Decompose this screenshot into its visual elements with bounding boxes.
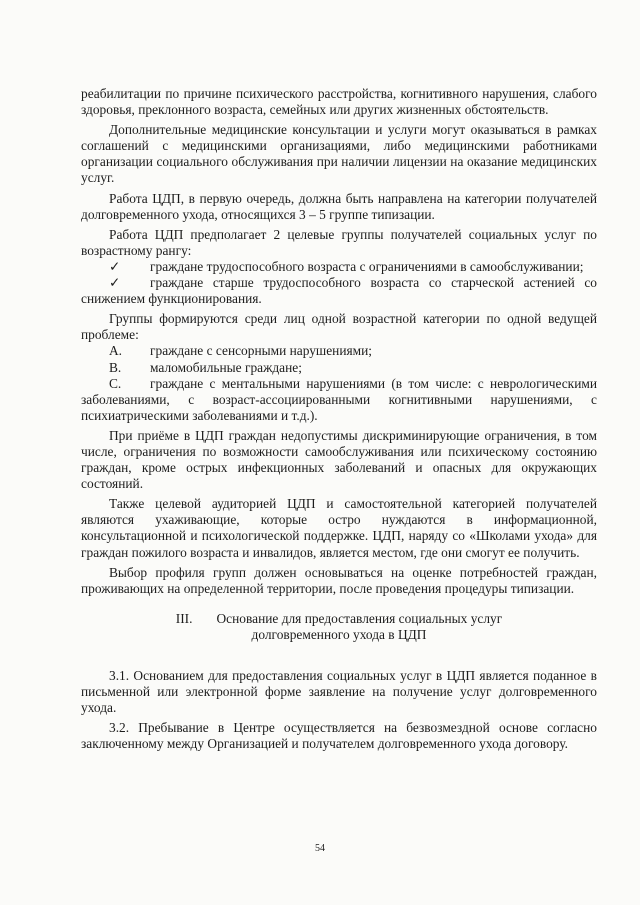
- paragraph-3-1: 3.1. Основанием для предоставления социальных услуг в ЦДП является поданное в письменной или электронной форме заявление на получение услуг долговременного ухода.: [81, 668, 597, 716]
- check-item-text: граждане трудоспособного возраста с ограничениями в самообслуживании;: [150, 258, 584, 274]
- paragraph-profile-choice: Выбор профиля групп должен основываться на оценке потребностей граждан, проживающих на определенной территории, после проведения процедуры типизации.: [81, 564, 597, 596]
- group-item-text: граждане с ментальными нарушениями (в том числе: с неврологическими заболеваниями, с возраст-ассоциированными когнитивными нарушениями, с психиатрическими заболеваниями и т.д.).: [81, 375, 597, 423]
- checkmark-icon: ✓: [109, 275, 121, 291]
- section-heading: [81, 611, 597, 643]
- group-item: [81, 343, 597, 359]
- paragraph-target-groups: Работа ЦДП предполагает 2 целевые группы получателей социальных услуг по возрастному рангу:: [81, 226, 597, 258]
- check-item-text: граждане старше трудоспособного возраста со старческой астенией со снижением функционирования.: [81, 275, 597, 307]
- paragraph-medical-consultations: Дополнительные медицинские консультации и услуги могут оказываться в рамках соглашений с медицинскими организациями, либо медицинскими работниками организации социального обслуживания при наличии лицензии на оказание медицинских услуг.: [81, 122, 597, 186]
- group-item: [81, 376, 597, 424]
- body-text: [81, 86, 597, 752]
- paragraph-admission-rules: При приёме в ЦДП граждан недопустимы дискриминирующие ограничения, в том числе, ограничения по возможности самообслуживания или психическому состоянию граждан, кроме острых инфекционных заболеваний и опасных для окружающих состояний.: [81, 427, 597, 492]
- paragraph-group-formation: Группы формируются среди лиц одной возрастной категории по одной ведущей проблеме:: [81, 311, 597, 343]
- paragraph-3-2: 3.2. Пребывание в Центре осуществляется на безвозмездной основе согласно заключенному между Организацией и получателем долговременного ухода договору.: [81, 720, 597, 752]
- section-title-line1: Основание для предоставления социальных услуг: [216, 610, 503, 626]
- group-item-text: граждане с сенсорными нарушениями;: [150, 343, 373, 359]
- section-title-line2: долговременного ухода в ЦДП: [251, 626, 427, 642]
- group-marker: С.: [109, 375, 122, 391]
- paragraph-work-priority: Работа ЦДП, в первую очередь, должна быть направлена на категории получателей долговременного ухода, относящихся 3 – 5 группе типизации.: [81, 190, 597, 222]
- group-marker: А.: [109, 343, 123, 359]
- group-item: [81, 360, 597, 376]
- group-marker: В.: [109, 359, 122, 375]
- check-item: [81, 275, 597, 307]
- group-item-text: маломобильные граждане;: [150, 359, 302, 375]
- page-number: 54: [315, 843, 325, 854]
- paragraph-continuation: реабилитации по причине психического расстройства, когнитивного нарушения, слабого здоровья, преклонного возраста, семейных или других жизненных обстоятельств.: [81, 86, 597, 118]
- check-item: [81, 259, 597, 275]
- checkmark-icon: ✓: [109, 258, 121, 274]
- section-number: III.: [175, 610, 193, 626]
- paragraph-caregivers: Также целевой аудиторией ЦДП и самостоятельной категорией получателей являются ухаживающие, которые остро нуждаются в информационной, консультационной и психологической поддержке. ЦДП, наряду со «Школами ухода» для граждан пожилого возраста и инвалидов, является местом, где они смогут ее получить.: [81, 496, 597, 560]
